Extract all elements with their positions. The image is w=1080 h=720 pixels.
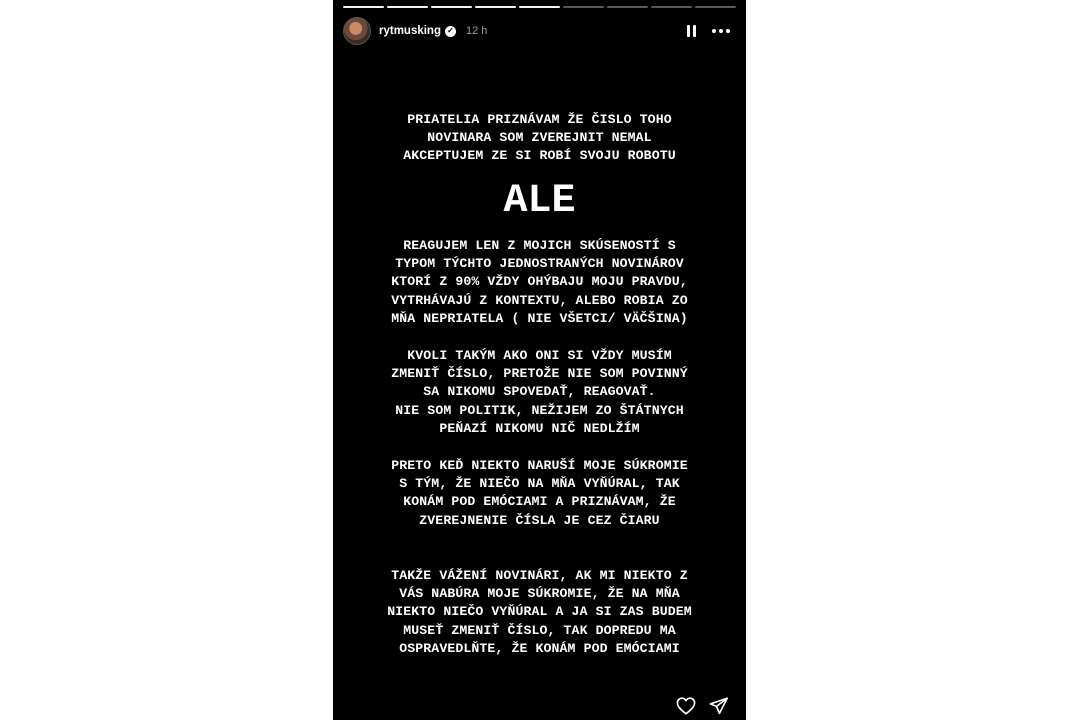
- story-text-paragraph-3: [333, 347, 746, 438]
- text-line: REAGUJEM LEN Z MOJICH SKÚSENOSTÍ S: [403, 238, 676, 253]
- text-line: KTORÍ Z 90% VŽDY OHÝBAJU MOJU PRAVDU,: [391, 274, 688, 290]
- progress-segment: [651, 6, 692, 8]
- text-line: PRETO KEĎ NIEKTO NARUŠÍ MOJE SÚKROMIE: [391, 458, 688, 473]
- avatar[interactable]: [343, 17, 371, 45]
- text-line: KVOLI TAKÝM AKO ONI SI VŽDY MUSÍM: [407, 348, 672, 363]
- text-line: SA NIKOMU SPOVEDAŤ, REAGOVAŤ.: [423, 384, 656, 400]
- text-line: VYTRHÁVAJÚ Z KONTEXTU, ALEBO ROBIA ZO: [391, 292, 688, 308]
- story-viewer[interactable]: [333, 0, 746, 720]
- text-line: TAKŽE VÁŽENÍ NOVINÁRI, AK MI NIEKTO Z: [391, 568, 688, 583]
- story-headline: ALE: [503, 179, 576, 224]
- text-line: VÁS NABÚRA MOJE SÚKROMIE, ŽE NA MŇA: [399, 586, 680, 602]
- story-text-paragraph-2: [333, 237, 746, 328]
- story-header: [343, 17, 736, 45]
- progress-segment: [431, 6, 472, 8]
- progress-segment: [387, 6, 428, 8]
- story-progress-bar: [343, 6, 736, 8]
- progress-segment: [343, 6, 384, 8]
- text-line: MUSEŤ ZMENIŤ ČÍSLO, TAK DOPREDU MA: [403, 622, 676, 638]
- text-line: PEŇAZÍ NIKOMU NIČ NEDLŽÍM: [439, 420, 640, 436]
- progress-segment: [563, 6, 604, 8]
- text-line: TYPOM TÝCHTO JEDNOSTRANÝCH NOVINÁROV: [395, 256, 684, 272]
- story-text-paragraph-5: [333, 567, 746, 658]
- heart-icon[interactable]: [676, 697, 696, 715]
- story-timestamp: 12 h: [466, 25, 488, 37]
- text-line: NIE SOM POLITIK, NEŽIJEM ZO ŠTÁTNYCH: [395, 402, 684, 418]
- text-line: S TÝM, ŽE NIEČO NA MŇA VYŇÚRAL, TAK: [399, 476, 680, 492]
- progress-segment: [475, 6, 516, 8]
- progress-segment: [607, 6, 648, 8]
- progress-segment: [519, 6, 560, 8]
- story-text-paragraph-1: [333, 111, 746, 166]
- text-line: NOVINARA SOM ZVEREJNIT NEMAL: [427, 130, 652, 146]
- text-line: ZVEREJNENIE ČÍSLA JE CEZ ČIARU: [419, 512, 660, 528]
- pause-icon[interactable]: [687, 25, 696, 37]
- text-line: KONÁM POD EMÓCIAMI A PRIZNÁVAM, ŽE: [403, 494, 676, 510]
- text-line: AKCEPTUJEM ZE SI ROBÍ SVOJU ROBOTU: [403, 148, 676, 164]
- send-icon[interactable]: [709, 697, 729, 715]
- verified-badge-icon: ✓: [445, 26, 456, 37]
- story-text-paragraph-4: [333, 457, 746, 530]
- progress-segment: [695, 6, 736, 8]
- text-line: NIEKTO NIEČO VYŇÚRAL A JA SI ZAS BUDEM: [387, 604, 692, 620]
- username[interactable]: rytmusking: [379, 25, 441, 37]
- more-icon[interactable]: [712, 25, 730, 37]
- text-line: ZMENIŤ ČÍSLO, PRETOŽE NIE SOM POVINNÝ: [391, 366, 688, 382]
- text-line: OSPRAVEDLŇTE, ŽE KONÁM POD EMÓCIAMI: [399, 640, 680, 656]
- text-line: PRIATELIA PRIZNÁVAM ŽE ČISLO TOHO: [407, 112, 672, 127]
- text-line: MŇA NEPRIATELA ( NIE VŠETCI/ VÄČŠINA): [391, 310, 688, 326]
